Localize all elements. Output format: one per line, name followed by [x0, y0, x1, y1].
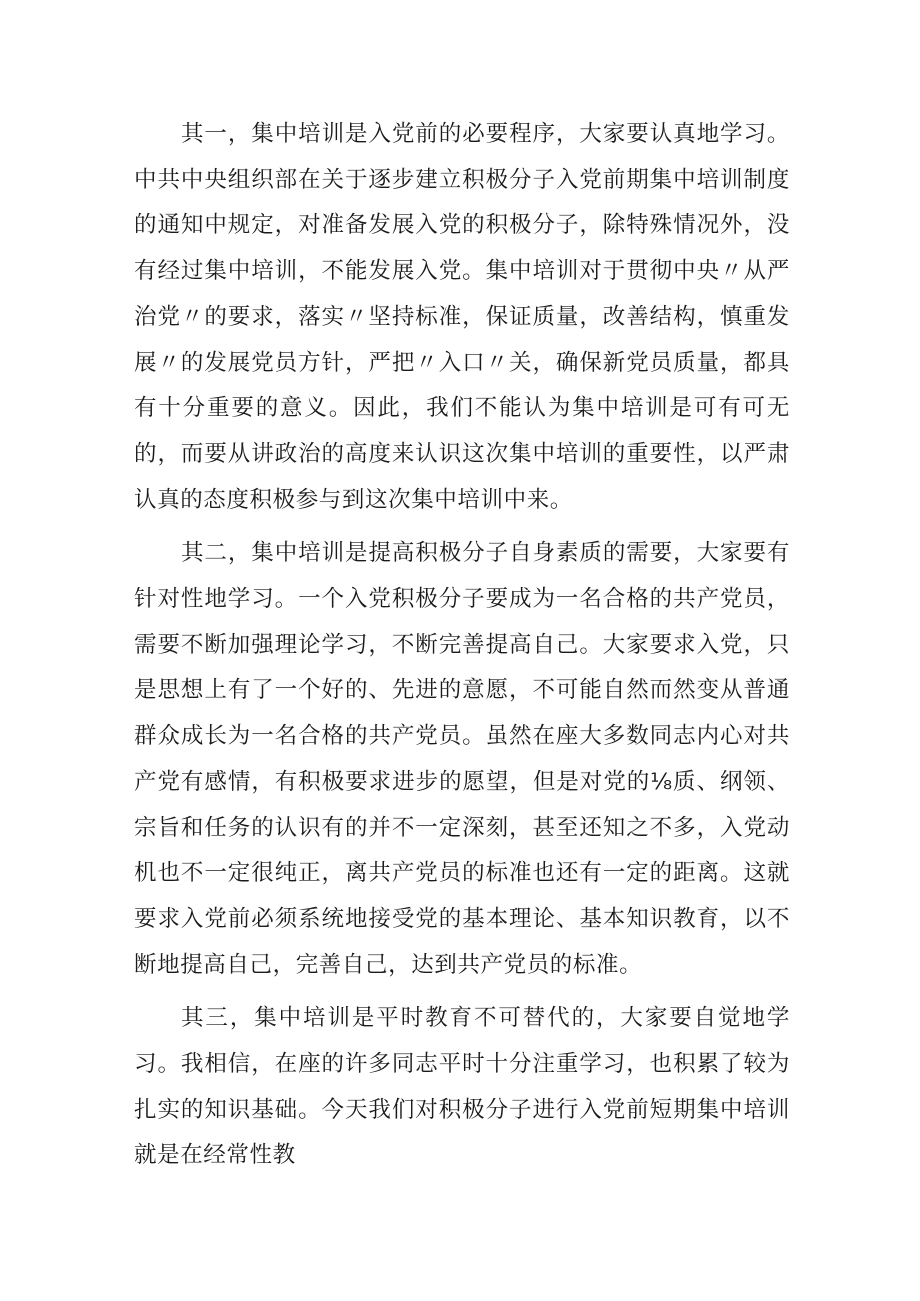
document-body	[134, 112, 790, 1187]
paragraph-2: 其二，集中培训是提高积极分子自身素质的需要，大家要有针对性地学习。一个入党积极分子要成为一名合格的共产党员，需要不断加强理论学习，不断完善提高自己。大家要求入党，只是思想上有了一个好的、先进的意愿，不可能自然而然变从普通群众成长为一名合格的共产党员。虽然在座大多数同志内心对共产党有感情，有积极要求进步的愿望，但是对党的⅛质、纲领、宗旨和任务的认识有的并不一定深刻，甚至还知之不多，入党动机也不一定很纯正，离共产党员的标准也还有一定的距离。这就要求入党前必须系统地接受党的基本理论、基本知识教育，以不断地提高自己，完善自己，达到共产党员的标准。	[134, 540, 790, 978]
paragraph-3: 其三，集中培训是平时教育不可替代的，大家要自觉地学习。我相信，在座的许多同志平时十分注重学习，也积累了较为扎实的知识基础。今天我们对积极分子进行入党前短期集中培训就是在经常性教	[134, 1005, 790, 1169]
paragraph-1: 其一，集中培训是入党前的必要程序，大家要认真地学习。中共中央组织部在关于逐步建立积极分子入党前期集中培训制度的通知中规定，对准备发展入党的积极分子，除特殊情况外，没有经过集中培训，不能发展入党。集中培训对于贯彻中央〃从严治党〃的要求，落实〃坚持标准，保证质量，改善结构，慎重发展〃的发展党员方针，严把〃入口〃关，确保新党员质量，都具有十分重要的意义。因此，我们不能认为集中培训是可有可无的，而要从讲政治的高度来认识这次集中培训的重要性，以严肃认真的态度积极参与到这次集中培训中来。	[134, 121, 790, 513]
